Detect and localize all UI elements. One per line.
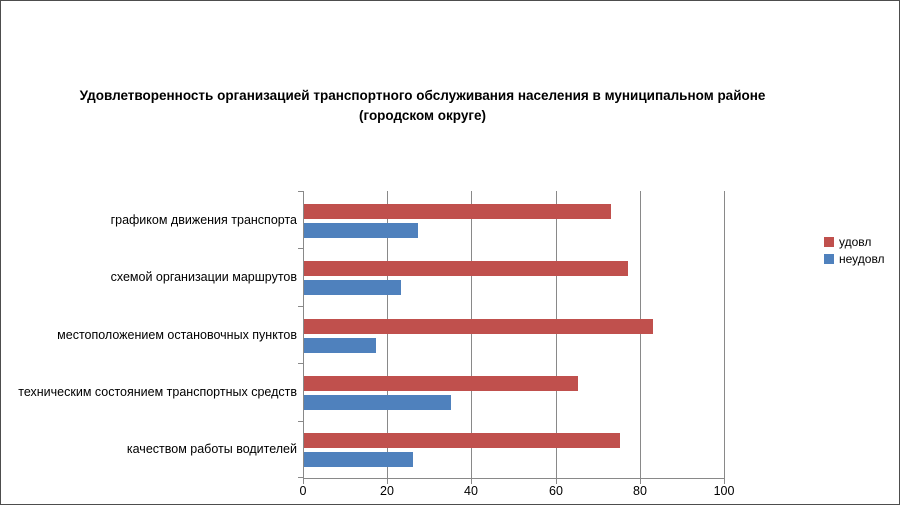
bar-удовл-4 — [304, 376, 578, 391]
legend — [824, 235, 885, 266]
x-axis-label-0: 0 — [299, 484, 307, 498]
x-axis-label-60: 60 — [549, 484, 563, 498]
x-axis-label-20: 20 — [380, 484, 394, 498]
bar-удовл-2 — [304, 261, 628, 276]
legend-label-неудовл: неудовл — [839, 252, 885, 266]
y-axis-tick-1 — [298, 248, 303, 249]
bar-удовл-1 — [304, 204, 611, 219]
bar-неудовл-2 — [304, 280, 401, 295]
chart-title-line2: (городском округе) — [359, 108, 486, 123]
bar-удовл-3 — [304, 319, 653, 334]
plot-area — [303, 191, 725, 479]
bar-неудовл-4 — [304, 395, 451, 410]
y-axis-tick-0 — [298, 191, 303, 192]
legend-swatch-icon-неудовл — [824, 254, 834, 264]
category-label-1: графиком движения транспорта — [110, 213, 297, 227]
legend-swatch-icon-удовл — [824, 237, 834, 247]
x-axis-label-100: 100 — [713, 484, 735, 498]
bar-неудовл-1 — [304, 223, 418, 238]
y-axis-tick-4 — [298, 421, 303, 422]
chart-title-line1: Удовлетворенность организацией транспортного обслуживания населения в муниципальном районе — [79, 88, 766, 103]
gridline-100 — [724, 191, 725, 478]
y-axis-tick-2 — [298, 306, 303, 307]
legend-item-удовл — [824, 235, 885, 249]
y-axis-tick-3 — [298, 363, 303, 364]
category-label-3: местоположением остановочных пунктов — [57, 328, 297, 342]
legend-item-неудовл — [824, 252, 885, 266]
x-axis-label-80: 80 — [633, 484, 647, 498]
category-label-5: качеством работы водителей — [126, 442, 297, 456]
bar-неудовл-5 — [304, 452, 413, 467]
chart-title — [1, 86, 844, 126]
x-axis-label-40: 40 — [464, 484, 478, 498]
category-label-4: техническим состоянием транспортных средств — [18, 385, 297, 399]
bar-удовл-5 — [304, 433, 620, 448]
bar-неудовл-3 — [304, 338, 376, 353]
legend-label-удовл: удовл — [839, 235, 872, 249]
gridline-80 — [640, 191, 641, 478]
category-label-2: схемой организации маршрутов — [110, 270, 297, 284]
y-axis-tick-5 — [298, 477, 303, 478]
